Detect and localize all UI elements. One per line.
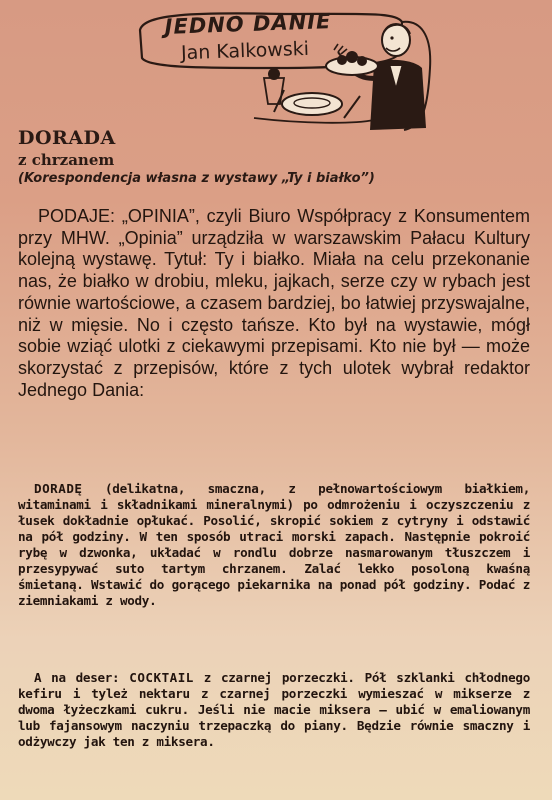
article-title: DORADA (18, 127, 116, 149)
recipe-dorada-text: (delikatna, smaczna, z pełnowartościowym białkiem, witaminami i składnikami mineralnymi) po odmrożeniu i oczyszczeniu z łusek dokładnie opłukać. Posolić, skropić sokiem z cytryny i odstawić na pół godziny. W ten sposób utraci morski zapach. Następnie pokroić rybę w dzwonka, układać w rondlu dobrze nasmarowanym tłuszczem i przesypywać suto tartym chrzanem. Zalać lekko posoloną kwaśną śmietaną. Wstawić do gorącego piekarnika na ponad pół godziny. Podać z ziemniakami z wody. (18, 481, 530, 608)
article-subtitle: z chrzanem (18, 151, 115, 169)
lead-paragraph (18, 206, 530, 401)
recipe-dorada-keyword: DORADĘ (34, 481, 83, 496)
recipe-cocktail-keyword: COCKTAIL (129, 670, 194, 685)
recipe-cocktail-intro: A na deser: (34, 670, 130, 685)
article-source: (Korespondencja własna z wystawy „Ty i białko”) (18, 171, 375, 186)
column-title: JEDNO DANIE (164, 9, 332, 39)
recipe-cocktail-text: z czarnej porzeczki. Pół szklanki chłodnego kefiru i tyleż nektaru z czarnej porzeczki wymieszać w mikserze z dwoma łyżeczkami cukru. Jeśli nie macie miksera — ubić w emaliowanym lub fajansowym naczyniu trzepaczką do piany. Będzie równie smaczny i odżywczy jak ten z miksera. (18, 670, 530, 749)
column-author: Jan Kalkowski (180, 37, 310, 65)
lead-text: PODAJE: „OPINIA”, czyli Biuro Współpracy z Konsumentem przy MHW. „Opinia” urządziła w warszawskim Pałacu Kultury kolejną wystawę. Tytuł: Ty i białko. Miała na celu przekonanie nas, że białko w drobiu, mleku, jajkach, serze czy w rybach jest równie wartościowe, a czasem bardziej, bo łatwiej przyswajalne, niż w mięsie. No i często tańsze. Kto był na wystawie, mógł sobie wziąć ulotki z ciekawymi przepisami. Kto nie był — może skorzystać z przepisów, które z tych ulotek wybrał redaktor Jednego Dania: (18, 206, 530, 400)
recipe-cocktail (18, 670, 530, 750)
recipe-dorada (18, 481, 530, 609)
